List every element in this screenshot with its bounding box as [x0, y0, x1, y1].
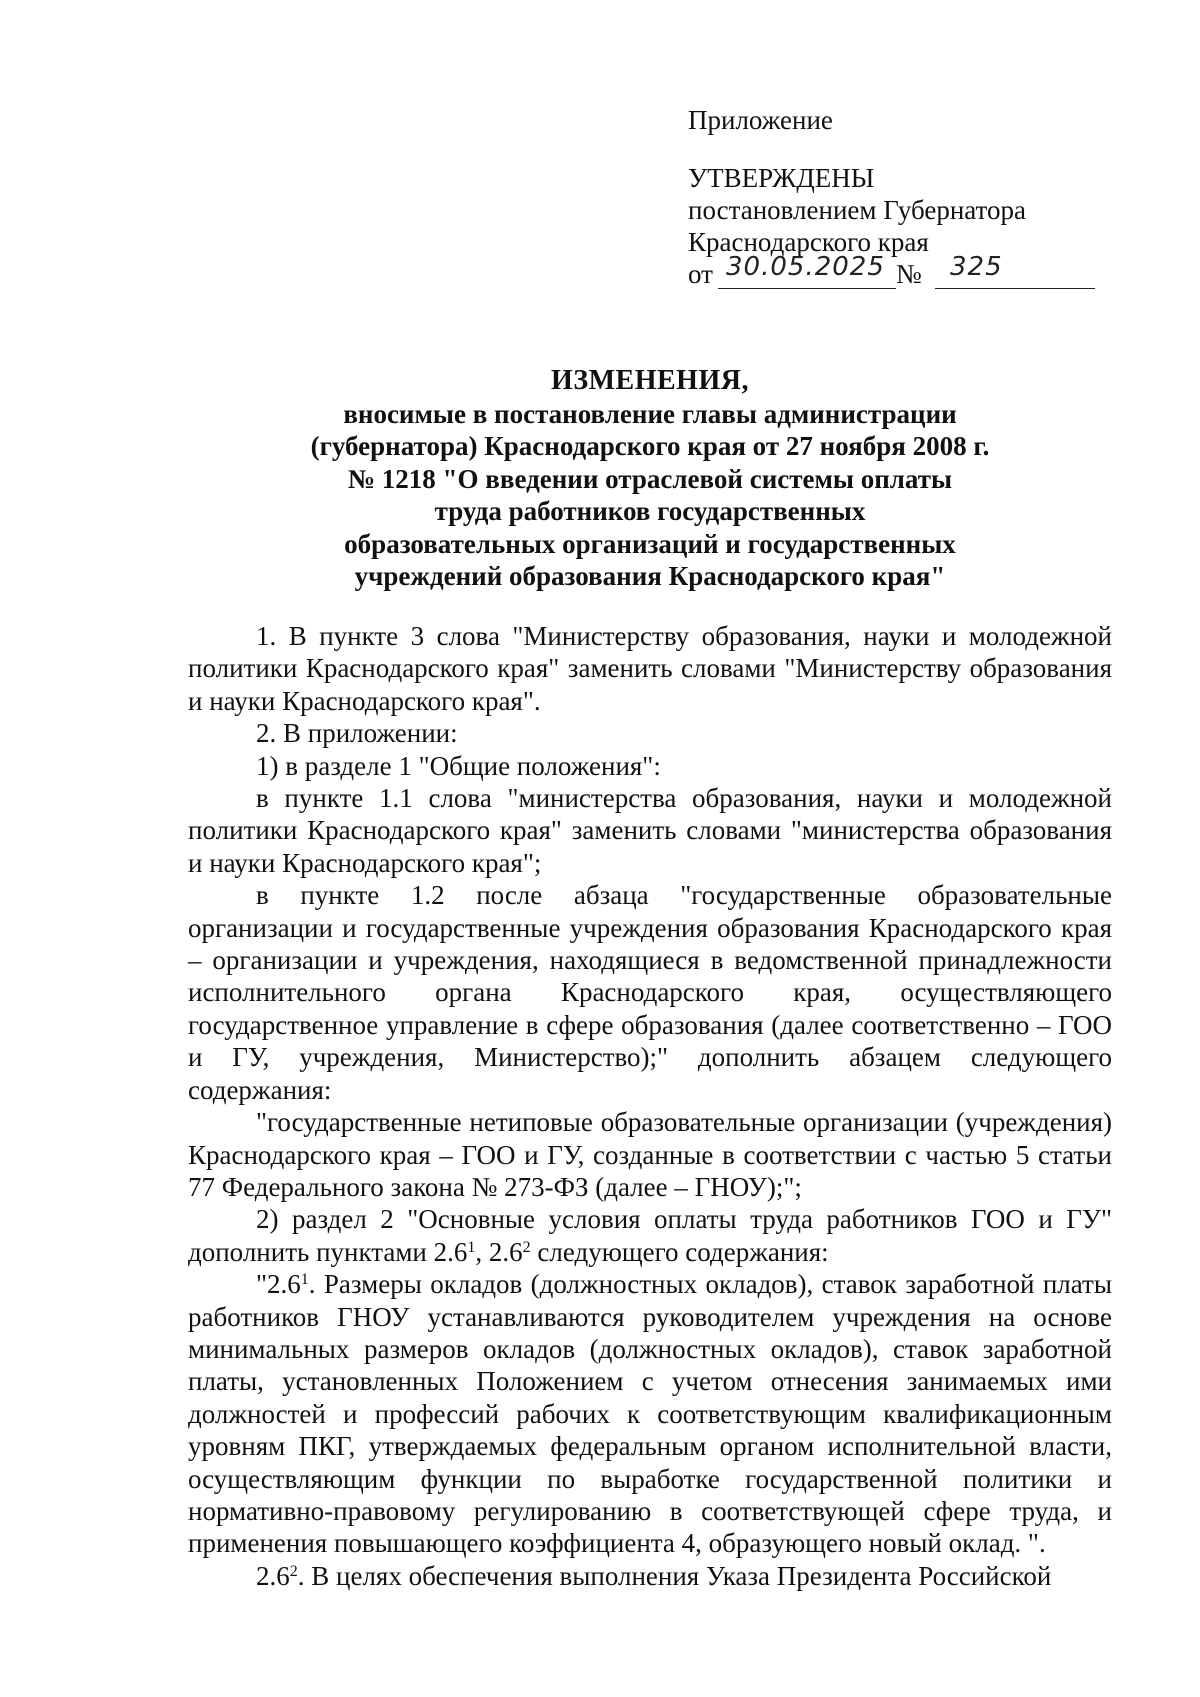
p7-start: 2) раздел 2 "Основные условия оплаты труда работников ГОО и ГУ" дополнить пунктами 2.6	[188, 1204, 1112, 1267]
approval-block	[688, 104, 1108, 294]
paragraph-7	[188, 1203, 1112, 1268]
p7-mid: , 2.6	[475, 1236, 523, 1267]
paragraph-8	[188, 1268, 1112, 1560]
approved-by-region: Краснодарского края	[688, 227, 929, 257]
p9-sup: 2	[289, 1562, 298, 1580]
paragraph-4: в пункте 1.1 слова "министерства образования, науки и молодежной политики Краснодарского края" заменить словами "министерства образования и науки Краснодарского края";	[188, 783, 1112, 878]
title-main: ИЗМЕНЕНИЯ,	[551, 365, 749, 396]
appendix-label: Приложение	[688, 105, 833, 135]
p9-text: . В целях обеспечения выполнения Указа Президента Российской	[297, 1560, 1052, 1591]
p9-start: 2.6	[256, 1560, 290, 1591]
p8-start: "2.6	[256, 1269, 301, 1300]
title-line-6: учреждений образования Краснодарского края"	[354, 561, 946, 591]
title-line-1: вносимые в постановление главы администрации	[343, 398, 957, 429]
handwritten-date: 30.05.2025	[726, 252, 885, 282]
title-line-3: № 1218 "О введении отраслевой системы оплаты	[347, 463, 953, 494]
title-line-5: образовательных организаций и государственных	[344, 528, 956, 559]
title-line-2: (губернатора) Краснодарского края от 27 ноября 2008 г.	[310, 431, 990, 461]
date-number-line	[688, 252, 1108, 294]
handwritten-number: 325	[950, 252, 1003, 282]
paragraph-3: 1) в разделе 1 "Общие положения":	[256, 750, 661, 781]
p7-end: следующего содержания:	[530, 1236, 829, 1267]
from-prefix: от	[688, 259, 713, 289]
title-line-4: труда работников государственных	[434, 496, 866, 526]
p7-sup-2: 2	[522, 1238, 531, 1256]
p8-sup: 1	[300, 1271, 309, 1289]
p8-text: . Размеры окладов (должностных окладов), ставок заработной платы работников ГНОУ устанавливаются руководителем учреждения на основе минимальных размеров окладов (должностных окладов), ставок заработной платы, установленных Положением с учетом отнесения занимаемых ими должностей и профессий рабочих к соответствующим квалификационным уровням ПКГ, утверждаемых федеральным органом исполнительной власти, осуществляющим функции по выработке государственной политики и нормативно-правовому регулированию в соответствующей сфере труда, и применения повышающего коэффициента 4, образующего новый оклад. ".	[188, 1269, 1112, 1559]
p7-sup-1: 1	[467, 1238, 476, 1256]
paragraph-5: в пункте 1.2 после абзаца "государственные образовательные организации и государственные учреждения образования Краснодарского края – организации и учреждения, находящиеся в ведомственной принадлежности исполнительного органа Краснодарского края, осуществляющего государственное управление в сфере образования (далее соответственно – ГОО и ГУ, учреждения, Министерство);" дополнить абзацем следующего содержания:	[188, 880, 1112, 1105]
approved-label: УТВЕРЖДЕНЫ	[688, 163, 875, 193]
paragraph-1: 1. В пункте 3 слова "Министерству образования, науки и молодежной политики Краснодарского края" заменить словами "Министерству образования и науки Краснодарского края".	[188, 621, 1112, 716]
document-title	[188, 365, 1112, 593]
document-body	[188, 620, 1112, 1592]
paragraph-2: 2. В приложении:	[256, 718, 458, 749]
paragraph-9	[188, 1560, 1112, 1592]
date-underline	[718, 288, 896, 289]
approved-by-line: постановлением Губернатора	[688, 195, 1026, 225]
paragraph-6: "государственные нетиповые образовательные организации (учреждения) Краснодарского края – ГОО и ГУ, созданные в соответствии с частью 5 статьи 77 Федерального закона № 273-ФЗ (далее – ГНОУ);";	[188, 1107, 1112, 1202]
number-prefix: №	[896, 259, 922, 289]
number-underline	[935, 288, 1095, 289]
